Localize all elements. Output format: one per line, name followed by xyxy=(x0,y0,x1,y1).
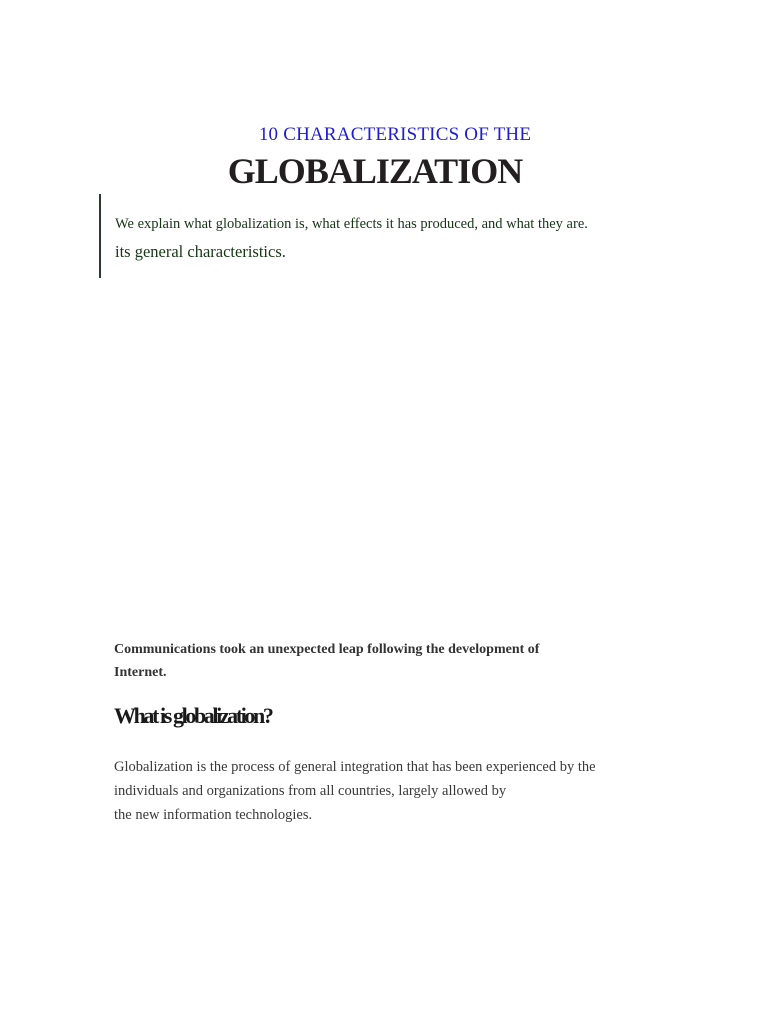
section-body xyxy=(114,755,654,827)
title-kicker: 10 CHARACTERISTICS OF THE xyxy=(258,124,532,145)
page-title: GLOBALIZATION xyxy=(227,151,523,191)
section-heading: What is globalization? xyxy=(114,703,272,728)
image-caption: Communications took an unexpected leap following the development of Internet. xyxy=(114,642,540,680)
intro-line-1: We explain what globalization is, what effects it has produced, and what they are. xyxy=(115,216,588,232)
body-line: the new information technologies. xyxy=(114,807,313,823)
intro-blockquote xyxy=(99,194,641,278)
body-line: Globalization is the process of general integration that has been experienced by the xyxy=(114,759,596,775)
body-line: individuals and organizations from all countries, largely allowed by xyxy=(114,783,507,799)
intro-line-2: its general characteristics. xyxy=(115,242,286,261)
